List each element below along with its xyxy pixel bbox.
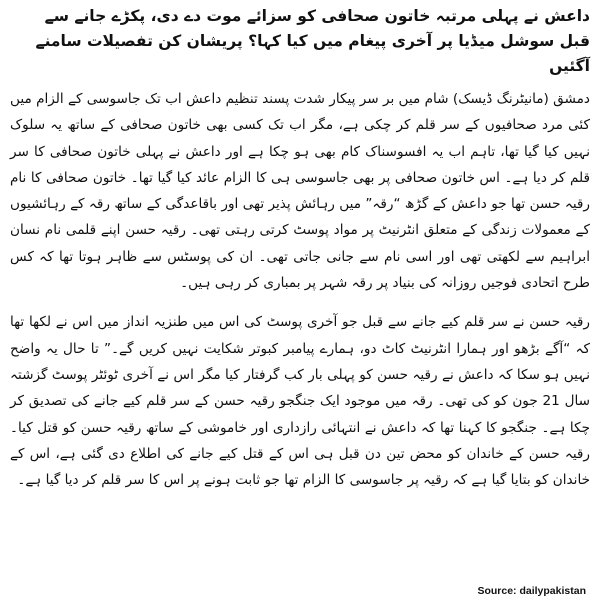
- source-credit: Source: dailypakistan: [477, 585, 586, 597]
- article-headline: داعش نے پہلی مرتبہ خاتون صحافی کو سزائے موت دے دی، پکڑے جانے سے قبل سوشل میڈیا پر آخری پیغام میں کیا کہا؟ پریشان کن تفصیلات سامنے آگئیں: [35, 7, 590, 75]
- article-body: [10, 86, 590, 493]
- article-paragraph-1: دمشق (مانیٹرنگ ڈیسک) شام میں بر سر پیکار شدت پسند تنظیم داعش اب تک جاسوسی کے الزام میں کئی مرد صحافیوں کے سر قلم کر چکی ہے، مگر اب تک کسی بھی خاتون صحافی کے ساتھ یہ سلوک نہیں کیا گیا تھا، تاہم اب یہ افسوسناک کام بھی ہو چکا ہے اور داعش نے پہلی خاتون صحافی کا سر قلم کر دیا ہے۔ اس خاتون صحافی پر بھی جاسوسی ہی کا الزام عائد کیا گیا تھا۔ خاتون صحافی کا نام رقیہ حسن تھا جو داعش کے گڑھ “رقہ” میں رہائش پذیر تھی اور باقاعدگی کے ساتھ رقہ کے رہائشیوں کے معمولات زندگی کے متعلق انٹرنیٹ پر مواد پوسٹ کرتی رہتی تھی۔ رقیہ حسن اپنے قلمی نام نسان ابراہیم سے لکھتی تھی اور اسی نام سے جانی جاتی تھی۔ ان کی پوسٹس سے ظاہر ہوتا تھا کہ کس طرح اتحادی فوجیں روزانہ کی بنیاد پر رقہ شہر پر بمباری کر رہی ہیں۔: [10, 91, 590, 292]
- article-paragraph-2: رقیہ حسن نے سر قلم کیے جانے سے قبل جو آخری پوسٹ کی اس میں طنزیہ انداز میں اس نے لکھا تھا کہ “آگے بڑھو اور ہمارا انٹرنیٹ کاٹ دو، ہمارے پیامبر کبوتر شکایت نہیں کریں گے۔” تا حال یہ واضح نہیں ہو سکا کہ داعش نے رقیہ حسن کو پہلی بار کب گرفتار کیا مگر اس نے آخری ٹوئٹر پوسٹ گزشتہ سال 21 جون کو کی تھی۔ رقہ میں موجود ایک جنگجو رقیہ حسن کے سر قلم کیے جانے کی تصدیق کر چکا ہے۔ جنگجو کا کہنا تھا کہ داعش نے انتہائی رازداری اور خاموشی کے ساتھ رقیہ حسن کو قتل کیا۔ رقیہ حسن کے خاندان کو محض تین دن قبل ہی اس کے قتل کیے جانے کی اطلاع دی گئی ہے، اس کے خاندان کو بتایا گیا ہے کہ رقیہ پر جاسوسی کا الزام تھا جو ثابت ہونے پر اس کا سر قلم کر دیا گیا ہے۔: [10, 314, 591, 489]
